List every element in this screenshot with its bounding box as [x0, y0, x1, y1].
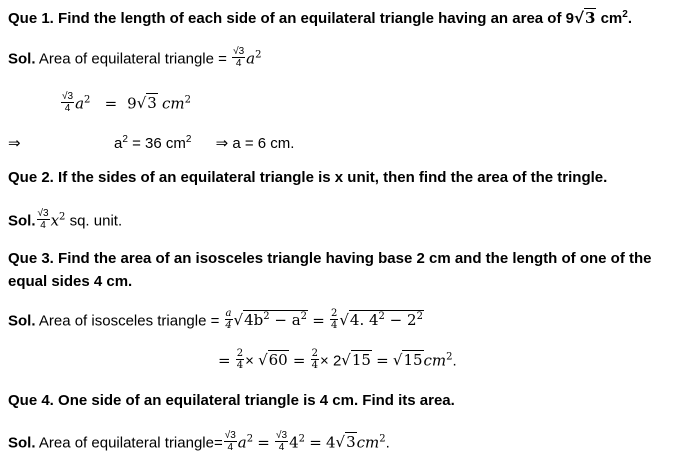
- sqrt-expression: √15: [392, 351, 423, 370]
- question-1-label: Que 1.: [8, 10, 54, 27]
- solution-1-result: [8, 134, 21, 154]
- question-2: [8, 168, 607, 188]
- fraction: $\frac{2}{4}$: [236, 348, 244, 371]
- solution-1-label: Sol.: [8, 50, 36, 68]
- unit: cm: [600, 10, 623, 27]
- solution-1-result-values: $a^2 = 36$ $cm^2$ ⇒ a = 6 cm.: [114, 134, 295, 152]
- solution-4-label: Sol.: [8, 434, 36, 452]
- solution-2: Sol. $\frac{√3}{4}$ $x^2$ sq. unit.: [8, 208, 123, 231]
- question-3-label: Que 3.: [8, 250, 54, 267]
- solution-1: Sol. Area of equilateral triangle = $\frac{√3}{4}$ $a^2$: [8, 46, 262, 69]
- sqrt-expression: √4. $4^2 - 2^2$: [339, 311, 423, 330]
- solution-3-text: Area of isosceles triangle =: [38, 312, 220, 330]
- solution-1-equation: $\frac{√3}{4}$ $a^2 = 9√3$ $cm^2$: [62, 91, 191, 114]
- fraction: $\frac{√3}{4}$: [37, 208, 49, 231]
- question-2-label: Que 2.: [8, 169, 54, 186]
- solution-3-label: Sol.: [8, 312, 36, 330]
- question-1: Que 1. Find the length of each side of an equilateral triangle having an area of 9√3 $cm^2$.: [8, 9, 633, 27]
- question-1-text: Find the length of each side of an equilateral triangle having an area of 9: [58, 10, 574, 27]
- question-4-text: One side of an equilateral triangle is 4 cm. Find its area.: [58, 392, 455, 409]
- fraction: $\frac{√3}{4}$: [224, 430, 236, 453]
- solution-3-continued: = $\frac{2}{4}$ × √60 = $\frac{2}{4}$ × $2√15 = √15cm^2$.: [218, 348, 457, 371]
- question-4: [8, 391, 455, 411]
- sqrt-expression: √3: [136, 94, 157, 113]
- fraction: $\frac{a}{4}$: [225, 308, 232, 331]
- question-4-label: Que 4.: [8, 392, 54, 409]
- question-2-text: If the sides of an equilateral triangle is x unit, then find the area of the tringle.: [58, 169, 608, 186]
- solution-1-text: Area of equilateral triangle =: [38, 50, 227, 68]
- sqrt-expression: √60: [258, 351, 288, 370]
- fraction: $\frac{√3}{4}$: [233, 46, 245, 69]
- implies-arrow: ⇒: [215, 135, 229, 152]
- sqrt-expression: √3: [573, 9, 596, 27]
- fraction: $\frac{2}{4}$: [311, 348, 319, 371]
- sqrt-expression: √3: [335, 433, 356, 452]
- implies-arrow: ⇒: [8, 135, 21, 152]
- fraction: $\frac{√3}{4}$: [276, 430, 288, 453]
- fraction: $\frac{2}{4}$: [330, 308, 338, 331]
- question-3-text: Find the area of an isosceles triangle having base 2 cm and the length of one of the: [58, 250, 652, 267]
- solution-3: Sol. Area of isosceles triangle = $\frac{a}{4}$ $√4b^2 - a^2$ = $\frac{2}{4}$ √4. $4^2 - 2^2$: [8, 308, 423, 331]
- sqrt-expression: $√4b^2 - a^2$: [233, 311, 308, 330]
- solution-4-text: Area of equilateral triangle=: [38, 434, 223, 452]
- fraction: $\frac{√3}{4}$: [62, 91, 74, 114]
- solution-4: Sol. Area of equilateral triangle= $\frac{√3}{4}$ $a^2$ = $\frac{√3}{4}$ $4^2 = 4√3cm^2$.: [8, 430, 390, 453]
- question-3: [8, 249, 651, 269]
- sqrt-expression: √15: [341, 351, 371, 370]
- solution-2-label: Sol.: [8, 212, 36, 230]
- question-3-continued: equal sides 4 cm.: [8, 273, 133, 290]
